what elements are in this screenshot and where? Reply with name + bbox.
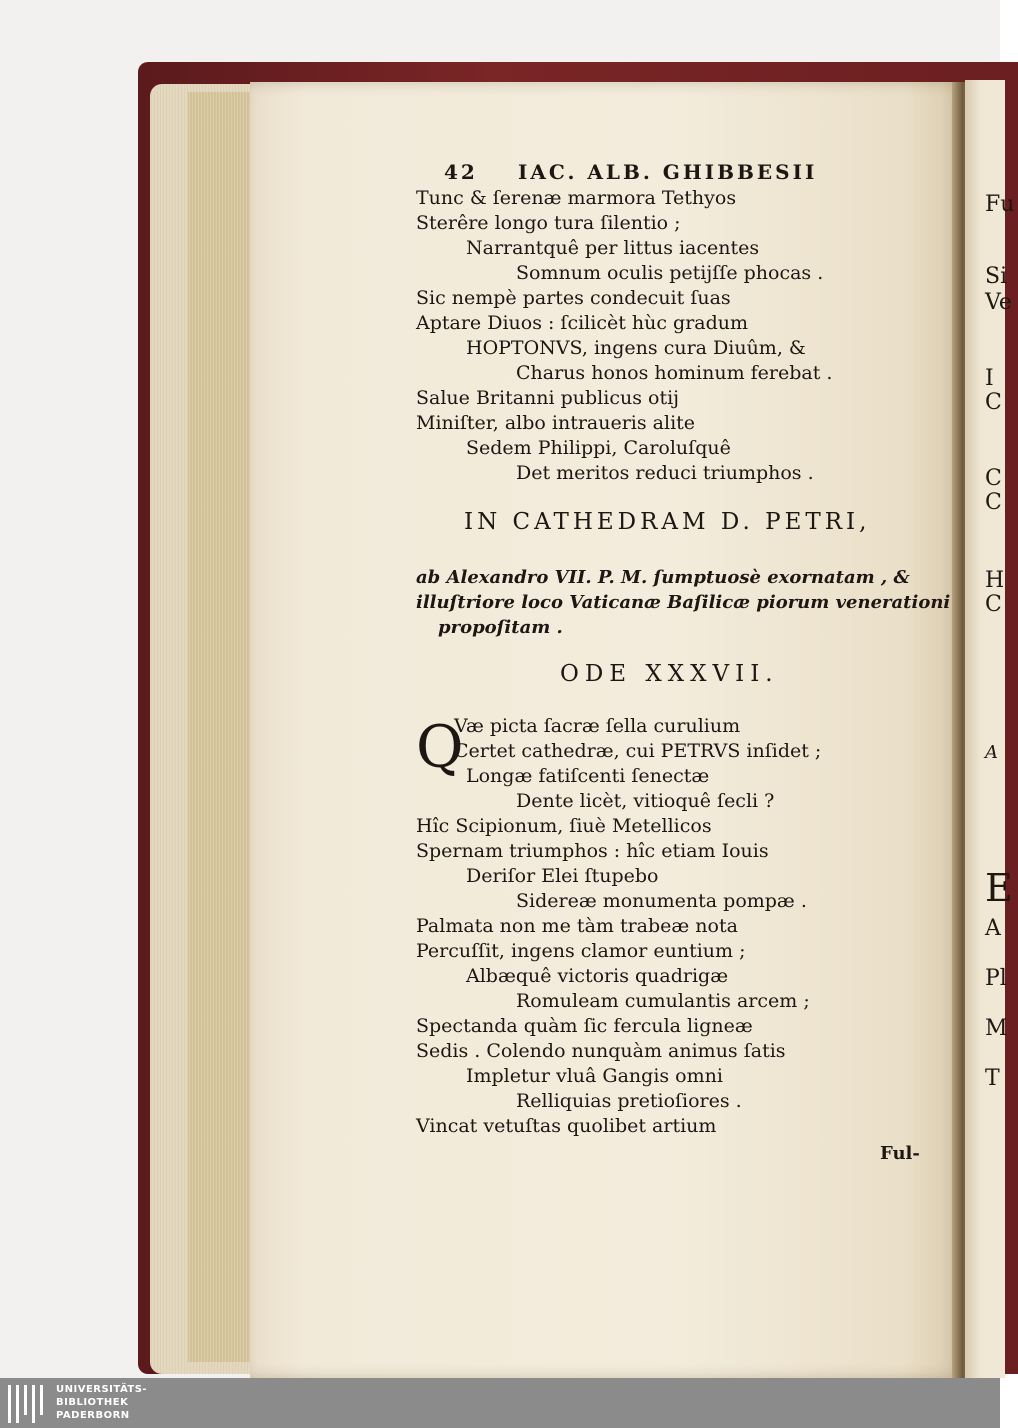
library-name	[56, 1383, 147, 1422]
page-edges	[150, 84, 265, 1374]
verse-line: Charus honos hominum ferebat .	[516, 362, 833, 384]
facing-fragment: Fu	[985, 192, 1015, 217]
section-heading: IN CATHEDRAM D. PETRI,	[464, 509, 871, 535]
verse-line: Dente licèt, vitioquê ſecli ?	[516, 790, 775, 812]
library-name-line: BIBLIOTHEK	[56, 1397, 129, 1408]
verse-line: Romuleam cumulantis arcem ;	[516, 990, 810, 1012]
verse-line: Salue Britanni publicus otij	[416, 387, 680, 409]
verse-line: Aptare Diuos : ſcilicèt hùc gradum	[416, 312, 749, 334]
verse-line: Sic nempè partes condecuit ſuas	[416, 287, 731, 309]
verse-line: Somnum oculis petijſſe phocas .	[516, 262, 824, 284]
facing-fragment: T	[985, 1066, 1000, 1091]
library-name-line: UNIVERSITÄTS-	[56, 1384, 148, 1395]
running-head: IAC. ALB. GHIBBESII	[518, 160, 818, 184]
verse-line: Tunc & ſerenæ marmora Tethyos	[416, 187, 737, 209]
verse-line: Vincat vetuſtas quolibet artium	[416, 1115, 717, 1137]
facing-fragment: A	[985, 742, 998, 763]
page-number: 42	[444, 160, 478, 184]
facing-fragment: Ve	[985, 290, 1012, 315]
facing-fragment: Si	[985, 264, 1008, 289]
verse-line: Impletur vluâ Gangis omni	[466, 1065, 723, 1087]
verse-line: Narrantquê per littus iacentes	[466, 237, 760, 259]
verse-line: Albæquê victoris quadrigæ	[466, 965, 729, 987]
verse-line: Miniſter, albo intraueris alite	[416, 412, 696, 434]
facing-fragment: Pl	[985, 966, 1007, 991]
verse-line: Sedis . Colendo nunquàm animus ſatis	[416, 1040, 786, 1062]
verse-line: Væ picta ſacræ ſella curulium	[454, 715, 741, 737]
verse-line: Relliquias pretioſiores .	[516, 1090, 742, 1112]
verse-line: Longæ fatiſcenti ſenectæ	[466, 765, 710, 787]
subheading-line: propoſitam .	[438, 617, 563, 638]
facing-fragment: C	[985, 466, 1002, 491]
library-logo-icon	[8, 1385, 48, 1423]
verse-line: Certet cathedræ, cui PETRVS inſidet ;	[454, 740, 822, 762]
verse-line: Spectanda quàm ſic fercula ligneæ	[416, 1015, 753, 1037]
facing-fragment: A	[985, 916, 1001, 941]
verse-line: Sterêre longo tura ſilentio ;	[416, 212, 681, 234]
facing-fragment: C	[985, 592, 1002, 617]
verse-line: Det meritos reduci triumphos .	[516, 462, 814, 484]
facing-fragment: M	[985, 1016, 1008, 1041]
facing-fragment: H	[985, 568, 1005, 593]
facing-fragment: C	[985, 490, 1002, 515]
facing-fragment: E	[985, 866, 1013, 910]
facing-fragment: I	[985, 366, 994, 391]
facing-fragment: C	[985, 390, 1002, 415]
ode-title: ODE XXXVII.	[560, 661, 779, 687]
subheading-line: illuſtriore loco Vaticanæ Baſilicæ piorum venerationi	[416, 592, 951, 613]
verse-line: Percuſſit, ingens clamor euntium ;	[416, 940, 746, 962]
verse-line: Sidereæ monumenta pompæ .	[516, 890, 807, 912]
verse-line: HOPTONVS, ingens cura Diuûm, &	[466, 337, 806, 359]
library-name-line: PADERBORN	[56, 1410, 130, 1421]
verse-line: Deriſor Elei ſtupebo	[466, 865, 659, 887]
drop-cap: Q	[416, 713, 464, 781]
library-footer	[0, 1378, 1000, 1428]
verse-line: Sedem Philippi, Caroluſquê	[466, 437, 731, 459]
catchword: Ful-	[880, 1143, 920, 1164]
verse-line: Hîc Scipionum, ſiuè Metellicos	[416, 815, 712, 837]
verse-line: Spernam triumphos : hîc etiam Iouis	[416, 840, 769, 862]
verse-line: Palmata non me tàm trabeæ nota	[416, 915, 738, 937]
subheading-line: ab Alexandro VII. P. M. ſumptuosè exornatam , &	[416, 567, 910, 588]
